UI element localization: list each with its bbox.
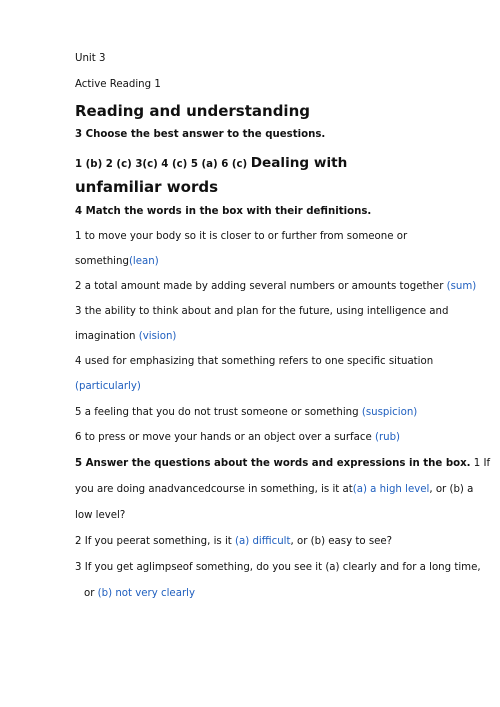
q4-item-4-answer: (particularly) (75, 381, 141, 392)
q4-item-3-line2 (75, 330, 176, 344)
q5-item-1-text: you are doing anadvancedcourse in something, is it at (75, 484, 353, 495)
q5-item-2-pre: 2 If you peerat something, is it (75, 536, 236, 547)
q4-item-1-line2 (75, 255, 159, 269)
dealing-heading-part1: Dealing with (250, 155, 348, 171)
reading-heading: Reading and understanding (75, 102, 310, 120)
q4-item-6 (75, 431, 400, 445)
q5-item-1-line2 (75, 483, 473, 497)
q5-line-1 (75, 457, 490, 471)
q5-item-3-line2 (84, 587, 195, 601)
q5-item-2-post: , or (b) easy to see? (290, 536, 393, 547)
q3-instruction: 3 Choose the best answer to the questions. (75, 129, 326, 140)
q5-item-1-pre: 1 If (470, 458, 491, 469)
q4-item-4-line1: 4 used for emphasizing that something refers to one specific situation (75, 356, 434, 367)
q5-item-1-line3: low level? (75, 510, 126, 521)
q4-item-2 (75, 280, 476, 294)
q5-item-3-line1: 3 If you get aglimpseof something, do you see it (a) clearly and for a long time, (75, 562, 481, 573)
q3-answers: 1 (b) 2 (c) 3(c) 4 (c) 5 (a) 6 (c) (75, 159, 251, 170)
q5-item-3-answer: (b) not very clearly (97, 588, 195, 599)
q4-item-1-line1: 1 to move your body so it is closer to or further from someone or (75, 231, 408, 242)
unit-label: Unit 3 (75, 53, 106, 64)
q5-item-1-answer: (a) a high level (352, 484, 430, 495)
q4-item-3-answer: (vision) (138, 331, 177, 342)
q4-item-2-text: 2 a total amount made by adding several numbers or amounts together (75, 281, 447, 292)
q5-item-2 (75, 535, 392, 549)
q5-item-1-post: , or (b) a (429, 484, 474, 495)
q5-item-3-pre: or (84, 588, 98, 599)
q4-item-6-answer: (rub) (374, 432, 401, 443)
q4-item-2-answer: (sum) (446, 281, 477, 292)
q5-instruction: 5 Answer the questions about the words and expressions in the box. (75, 458, 471, 469)
q5-item-2-answer: (a) difficult (235, 536, 291, 547)
q4-instruction: 4 Match the words in the box with their definitions. (75, 206, 372, 217)
dealing-heading-part2: unfamiliar words (75, 178, 219, 196)
q4-item-6-text: 6 to press or move your hands or an object over a surface (75, 432, 375, 443)
q4-item-5 (75, 406, 417, 420)
q4-item-1-answer: (lean) (128, 256, 159, 267)
q4-item-1-text: something (75, 256, 129, 267)
q4-item-5-text: 5 a feeling that you do not trust someone or something (75, 407, 362, 418)
q4-item-3-line1: 3 the ability to think about and plan for the future, using intelligence and (75, 306, 449, 317)
q4-item-5-answer: (suspicion) (361, 407, 418, 418)
q4-item-3-text: imagination (75, 331, 139, 342)
q3-answers-line (75, 156, 347, 172)
section-label: Active Reading 1 (75, 79, 161, 90)
